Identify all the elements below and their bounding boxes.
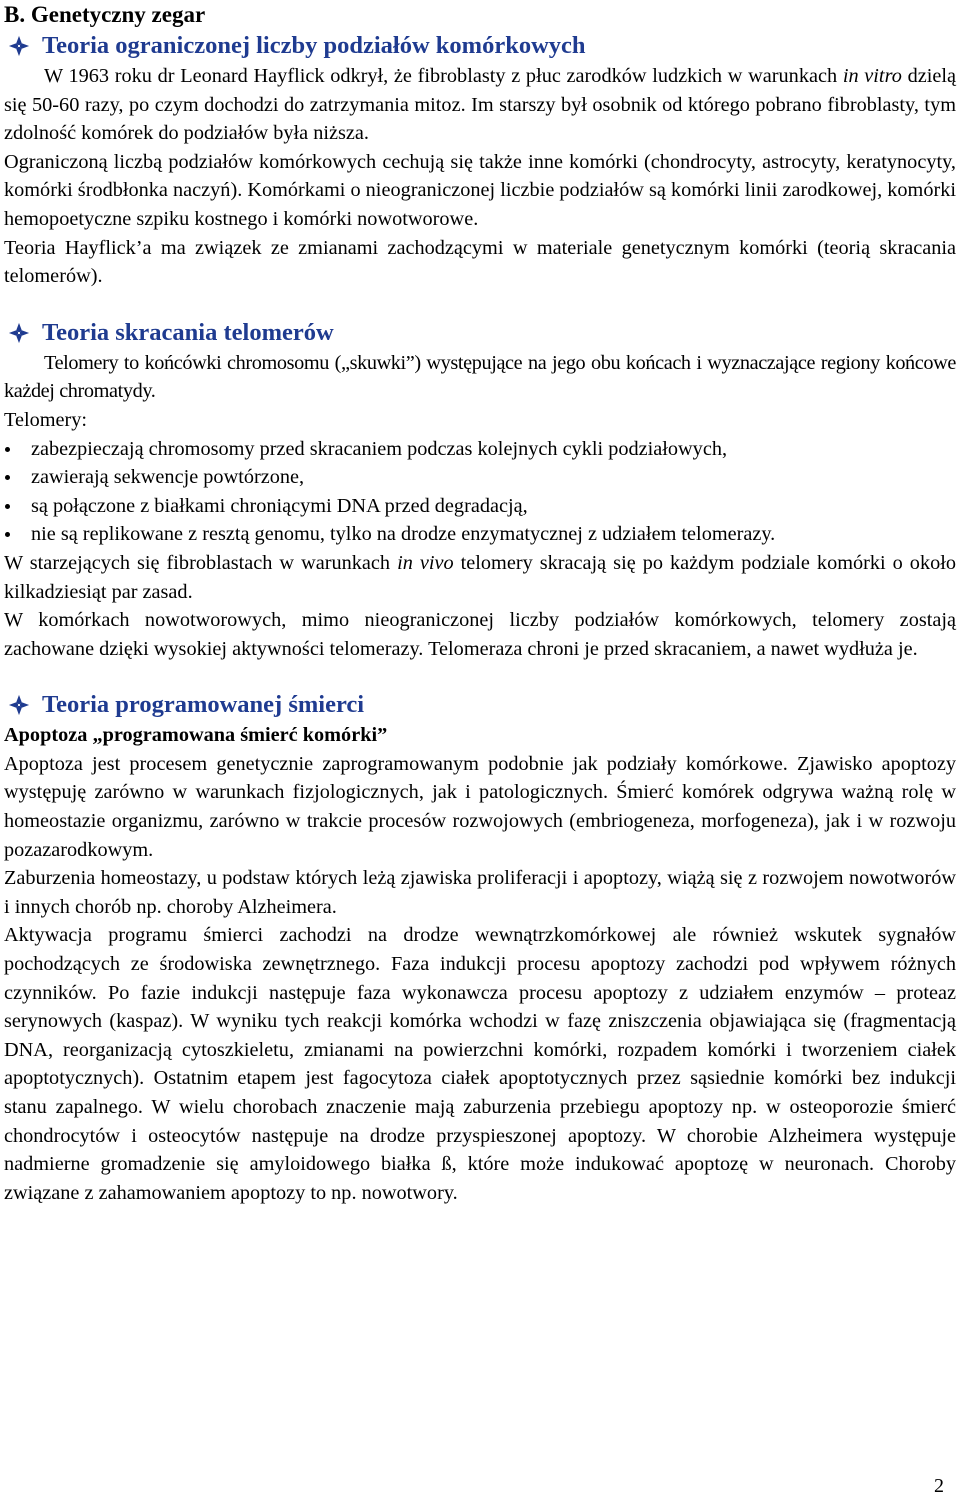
- diamond-bullet-icon: [8, 35, 30, 57]
- spacer: [4, 291, 956, 317]
- bullet-dot-icon: [5, 447, 10, 452]
- heading-apoptosis-text: Teoria programowanej śmierci: [42, 691, 365, 719]
- diamond-bullet-icon: [8, 694, 30, 716]
- list-item: [4, 520, 956, 549]
- heading-hayflick-text: Teoria ograniczonej liczby podziałów komórkowych: [42, 32, 586, 59]
- list-item-text: zawierają sekwencje powtórzone,: [31, 466, 305, 489]
- heading-telomeres-text: Teoria skracania telomerów: [42, 318, 334, 346]
- paragraph-hayflick-3: Teoria Hayflick’a ma związek ze zmianami zachodzącymi w materiale genetycznym komórki (teorią skracania telomerów).: [4, 236, 956, 288]
- list-item-text: zabezpieczają chromosomy przed skracaniem podczas kolejnych cykli podziałowych,: [31, 437, 728, 460]
- telomeres-bullet-list: [4, 435, 956, 549]
- italic-term: in vitro: [842, 65, 902, 87]
- telomeres-label: Telomery:: [4, 408, 88, 431]
- diamond-bullet-icon: [8, 322, 30, 344]
- spacer: [4, 663, 956, 689]
- bullet-dot-icon: [5, 532, 10, 537]
- bullet-dot-icon: [5, 504, 10, 509]
- text-span: W 1963 roku dr Leonard Hayflick odkrył, że fibroblasty z płuc zarodków ludzkich w warunkach: [44, 65, 843, 87]
- list-item: [4, 435, 956, 464]
- bullet-dot-icon: [5, 475, 10, 480]
- paragraph-hayflick-1: [4, 62, 956, 148]
- text-span: W starzejących się fibroblastach w warunkach: [4, 551, 398, 574]
- apoptosis-subtitle: Apoptoza „programowana śmierć komórki”: [4, 724, 388, 747]
- list-item: [4, 463, 956, 492]
- list-item-text: nie są replikowane z resztą genomu, tylko na drodze enzymatycznej z udziałem telomerazy.: [31, 523, 776, 546]
- paragraph-telomeres-vivo: [4, 549, 956, 606]
- page-number: 2: [934, 1475, 944, 1497]
- paragraph-telomeres-cancer: W komórkach nowotworowych, mimo nieograniczonej liczby podziałów komórkowych, telomery zostają zachowane dzięki wysokiej aktywności telomerazy. Telomeraza chroni je przed skracaniem, a nawet wydłuża je.: [4, 609, 956, 660]
- section-title: B. Genetyczny zegar: [4, 2, 206, 27]
- italic-term: in vivo: [397, 551, 454, 574]
- text-span: dzielą się 50-60 razy, po czym dochodzi do zatrzymania mitoz. Im starszy był osobnik od którego pobrano fibroblasty, tym zdolność komórek do podziałów była niższa.: [4, 65, 956, 145]
- list-item-text: są połączone z białkami chroniącymi DNA przed degradacją,: [31, 494, 528, 517]
- paragraph-hayflick-2: Ograniczoną liczbą podziałów komórkowych cechują się także inne komórki (chondrocyty, astrocyty, keratynocyty, komórki środbłonka naczyń). Komórkami o nieograniczonej liczbie podziałów są komórki linii zarodkowej, komórki hemopoetyczne szpiku kostnego i komórki nowotworowe.: [4, 150, 956, 230]
- paragraph-apoptosis-1: Apoptoza jest procesem genetycznie zaprogramowanym podobnie jak podziały komórkowe. Zjawisko apoptozy występuję zarówno w warunkach fizjologicznych, jak i patologicznych. Śmierć komórek odgrywa ważną rolę w homeostazie organizmu, zarówno w trakcie procesów rozwojowych (embriogeneza, morfogeneza), jak i w rozwoju pozazarodkowym.: [4, 752, 956, 861]
- text-span: telomery skracają się po każdym podziale komórki o około kilkadziesiąt par zasad.: [4, 551, 957, 603]
- list-item: [4, 492, 956, 521]
- heading-hayflick: [4, 30, 956, 62]
- heading-telomeres: [4, 317, 956, 349]
- paragraph-apoptosis-3: Aktywacja programu śmierci zachodzi na drodze wewnątrzkomórkowej ale również wskutek sygnałów pochodzących ze środowiska zewnętrznego. Faza indukcji procesu apoptozy zachodzi pod wpływem różnych czynników. Po fazie indukcji następuje faza wykonawcza procesu apoptozy z udziałem enzymów – proteaz serynowych (kaspaz). W wyniku tych reakcji komórka wchodzi w fazę zniszczenia objawiająca się (fragmentacją DNA, reorganizacją cytoszkieletu, zmianami na powierzchni komórki, rozpadem komórki i tworzeniem ciałek apoptotycznych). Ostatnim etapem jest fagocytoza ciałek apoptotycznych przez sąsiednie komórki bez indukcji stanu zapalnego. W wielu chorobach znaczenie mają zaburzenia przebiegu apoptozy np. w osteoporozie śmierć chondrocytów i osteocytów następuje na drodze przyspieszonej apoptozy. W chorobie Alzheimera występuje nadmierne gromadzenie się amyloidowego białka ß, które może indukować apoptozę w neuronach. Choroby związane z zahamowaniem apoptozy to np. nowotwory.: [4, 924, 956, 1204]
- paragraph-telomeres-intro: Telomery to końcówki chromosomu („skuwki”) występujące na jego obu końcach i wyznaczające regiony końcowe każdej chromatydy.: [4, 351, 956, 403]
- heading-apoptosis: [4, 689, 956, 721]
- paragraph-apoptosis-2: Zaburzenia homeostazy, u podstaw których leżą zjawiska proliferacji i apoptozy, wiążą się z rozwojem nowotworów i innych chorób np. choroby Alzheimera.: [4, 867, 956, 918]
